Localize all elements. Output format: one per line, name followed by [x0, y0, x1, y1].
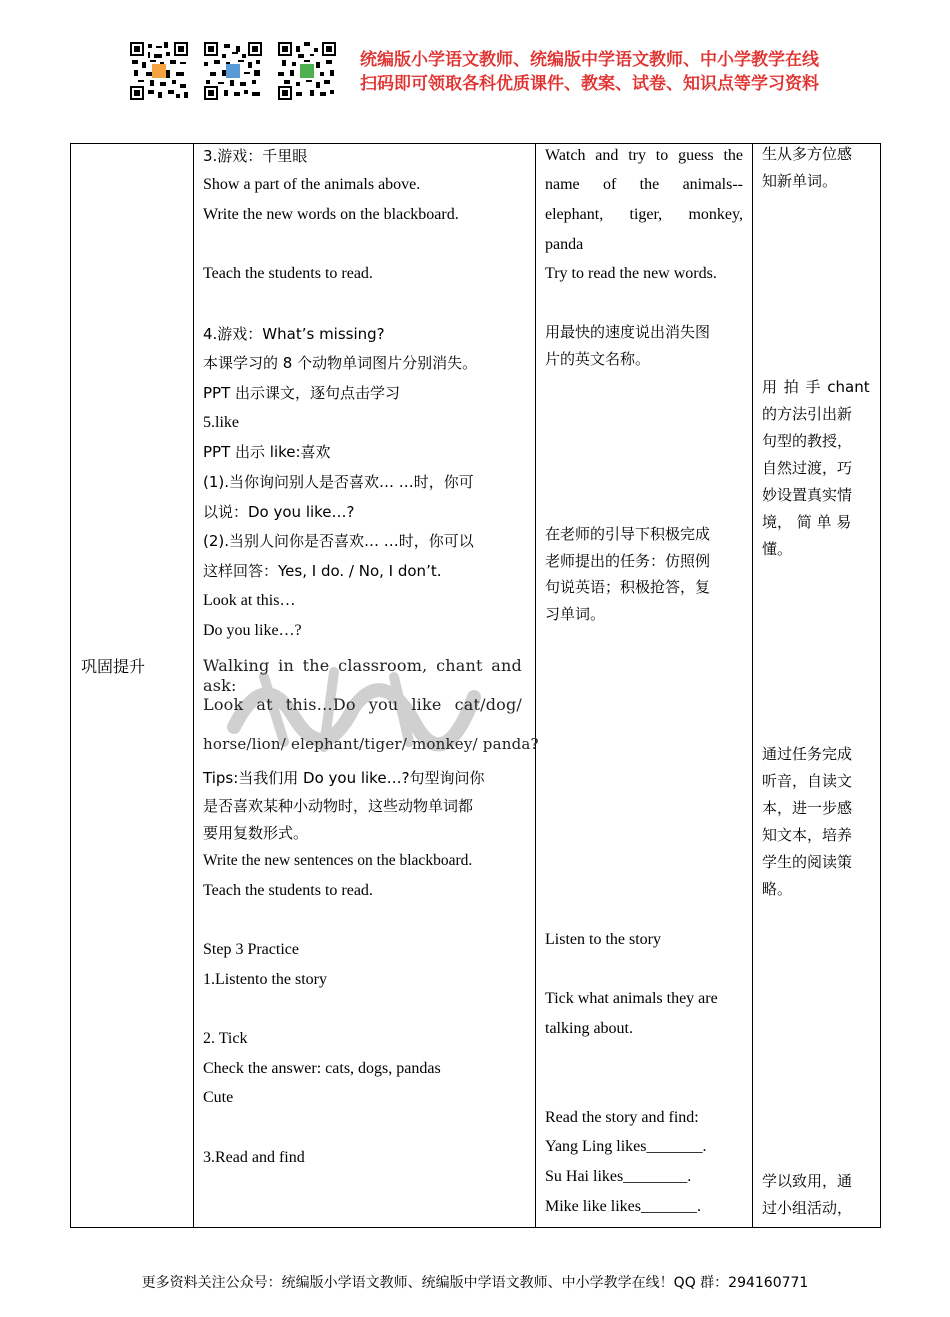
- design-intent-cell: [753, 144, 881, 1228]
- col2-line: PPT 出示课文，逐句点击学习: [203, 384, 401, 402]
- col2-line: Cute: [203, 1089, 234, 1106]
- col2-line: 2. Tick: [203, 1030, 248, 1047]
- col2-line: Check the answer: cats, dogs, pandas: [203, 1060, 441, 1077]
- col4-line: 学生的阅读策: [762, 853, 853, 871]
- col2-line: 3.Read and find: [203, 1149, 305, 1166]
- col2-line: Show a part of the animals above.: [203, 176, 421, 193]
- col3-line: Watch and try to guess the: [545, 147, 743, 164]
- qr-code-icon: [204, 42, 262, 100]
- banner-text: [360, 48, 819, 96]
- col2-line: 是否喜欢某种小动物时，这些动物单词都: [203, 797, 474, 815]
- col2-line: (2).当别人问你是否喜欢… …时，你可以: [203, 532, 474, 550]
- col2-line: 3.游戏：千里眼: [203, 147, 308, 165]
- page-footer: 更多资料关注公众号：统编版小学语文教师、统编版中学语文教师、中小学教学在线！QQ 群：294160771: [141, 1275, 809, 1291]
- banner-line-1: 统编版小学语文教师、统编版中学语文教师、中小学教学在线: [360, 50, 819, 70]
- col3-line: Su Hai likes________.: [545, 1168, 692, 1185]
- col4-line: 听音，自读文: [762, 772, 853, 790]
- col3-line: 老师提出的任务：仿照例: [545, 552, 711, 570]
- col2-line: 这样回答：Yes, I do. / No, I don’t.: [203, 562, 442, 580]
- col4-line: 知新单词。: [762, 172, 838, 190]
- col3-line: elephant, tiger, monkey,: [545, 206, 743, 223]
- col3-line: 句说英语；积极抢答，复: [545, 578, 711, 596]
- col4-line: 境， 简 单 易: [762, 513, 852, 531]
- banner-line-2: 扫码即可领取各科优质课件、教案、试卷、知识点等学习资料: [360, 74, 819, 94]
- col2-line: Look at this…Do you like cat/dog/: [203, 695, 522, 714]
- col4-line: 略。: [762, 880, 793, 898]
- stage-cell: [71, 144, 194, 1228]
- col4-line: 过小组活动，: [762, 1199, 853, 1217]
- col3-line: Try to read the new words.: [545, 265, 717, 282]
- col2-line: Teach the students to read.: [203, 882, 373, 899]
- col2-line: 本课学习的 8 个动物单词图片分别消失。: [203, 354, 478, 372]
- col4-line: 妙设置真实情: [762, 486, 853, 504]
- col3-line: Yang Ling likes_______.: [545, 1138, 707, 1155]
- col4-line: 的方法引出新: [762, 405, 853, 423]
- col3-line: Mike like likes_______.: [545, 1198, 701, 1215]
- col3-line: Read the story and find:: [545, 1109, 699, 1126]
- col4-line: 通过任务完成: [762, 745, 853, 763]
- col3-line: 片的英文名称。: [545, 350, 651, 368]
- lesson-plan-table: [70, 143, 881, 1228]
- col3-line: Listen to the story: [545, 931, 661, 948]
- stage-label: 巩固提升: [81, 657, 146, 676]
- col2-line: (1).当你询问别人是否喜欢… …时，你可: [203, 473, 474, 491]
- qr-code-icon: [278, 42, 336, 100]
- col2-line: Walking in the classroom, chant and ask:: [203, 656, 522, 695]
- col2-line: Tips:当我们用 Do you like…?句型询问你: [203, 769, 485, 787]
- col2-line: Write the new words on the blackboard.: [203, 206, 459, 223]
- col3-line: talking about.: [545, 1020, 633, 1037]
- page-header: [0, 0, 950, 120]
- col2-line: 1.Listento the story: [203, 971, 327, 988]
- col4-line: 本，进一步感: [762, 799, 853, 817]
- col2-line: 以说：Do you like…?: [203, 503, 355, 521]
- col2-line: horse/lion/ elephant/tiger/ monkey/ panda?: [203, 735, 539, 753]
- qr-code-icon: [130, 42, 188, 100]
- col3-line: 习单词。: [545, 605, 606, 623]
- col4-line: 学以致用，通: [762, 1172, 853, 1190]
- col3-line: Tick what animals they are: [545, 990, 718, 1007]
- col3-line: name of the animals--: [545, 176, 743, 193]
- col4-line: 知文本，培养: [762, 826, 853, 844]
- col2-line: 要用复数形式。: [203, 824, 309, 842]
- col3-line: 在老师的引导下积极完成: [545, 525, 711, 543]
- col4-line: 句型的教授，: [762, 432, 853, 450]
- col4-line: 生从多方位感: [762, 145, 853, 163]
- col2-line: Teach the students to read.: [203, 265, 373, 282]
- col4-line: 用 拍 手 chant: [762, 378, 870, 396]
- col2-line: Look at this…: [203, 592, 296, 609]
- col2-line: 4.游戏：What’s missing?: [203, 325, 385, 343]
- col2-line: PPT 出示 like:喜欢: [203, 443, 331, 461]
- col3-line: panda: [545, 236, 584, 253]
- col2-line: Do you like…?: [203, 622, 302, 639]
- col4-line: 懂。: [762, 540, 793, 558]
- col2-line: 5.like: [203, 414, 239, 431]
- col4-line: 自然过渡，巧: [762, 459, 853, 477]
- col3-line: 用最快的速度说出消失图: [545, 323, 711, 341]
- teacher-activity-cell: [194, 144, 539, 1228]
- student-activity-cell: [536, 144, 753, 1228]
- col2-line: Step 3 Practice: [203, 941, 299, 958]
- col2-line: Write the new sentences on the blackboard.: [203, 852, 473, 869]
